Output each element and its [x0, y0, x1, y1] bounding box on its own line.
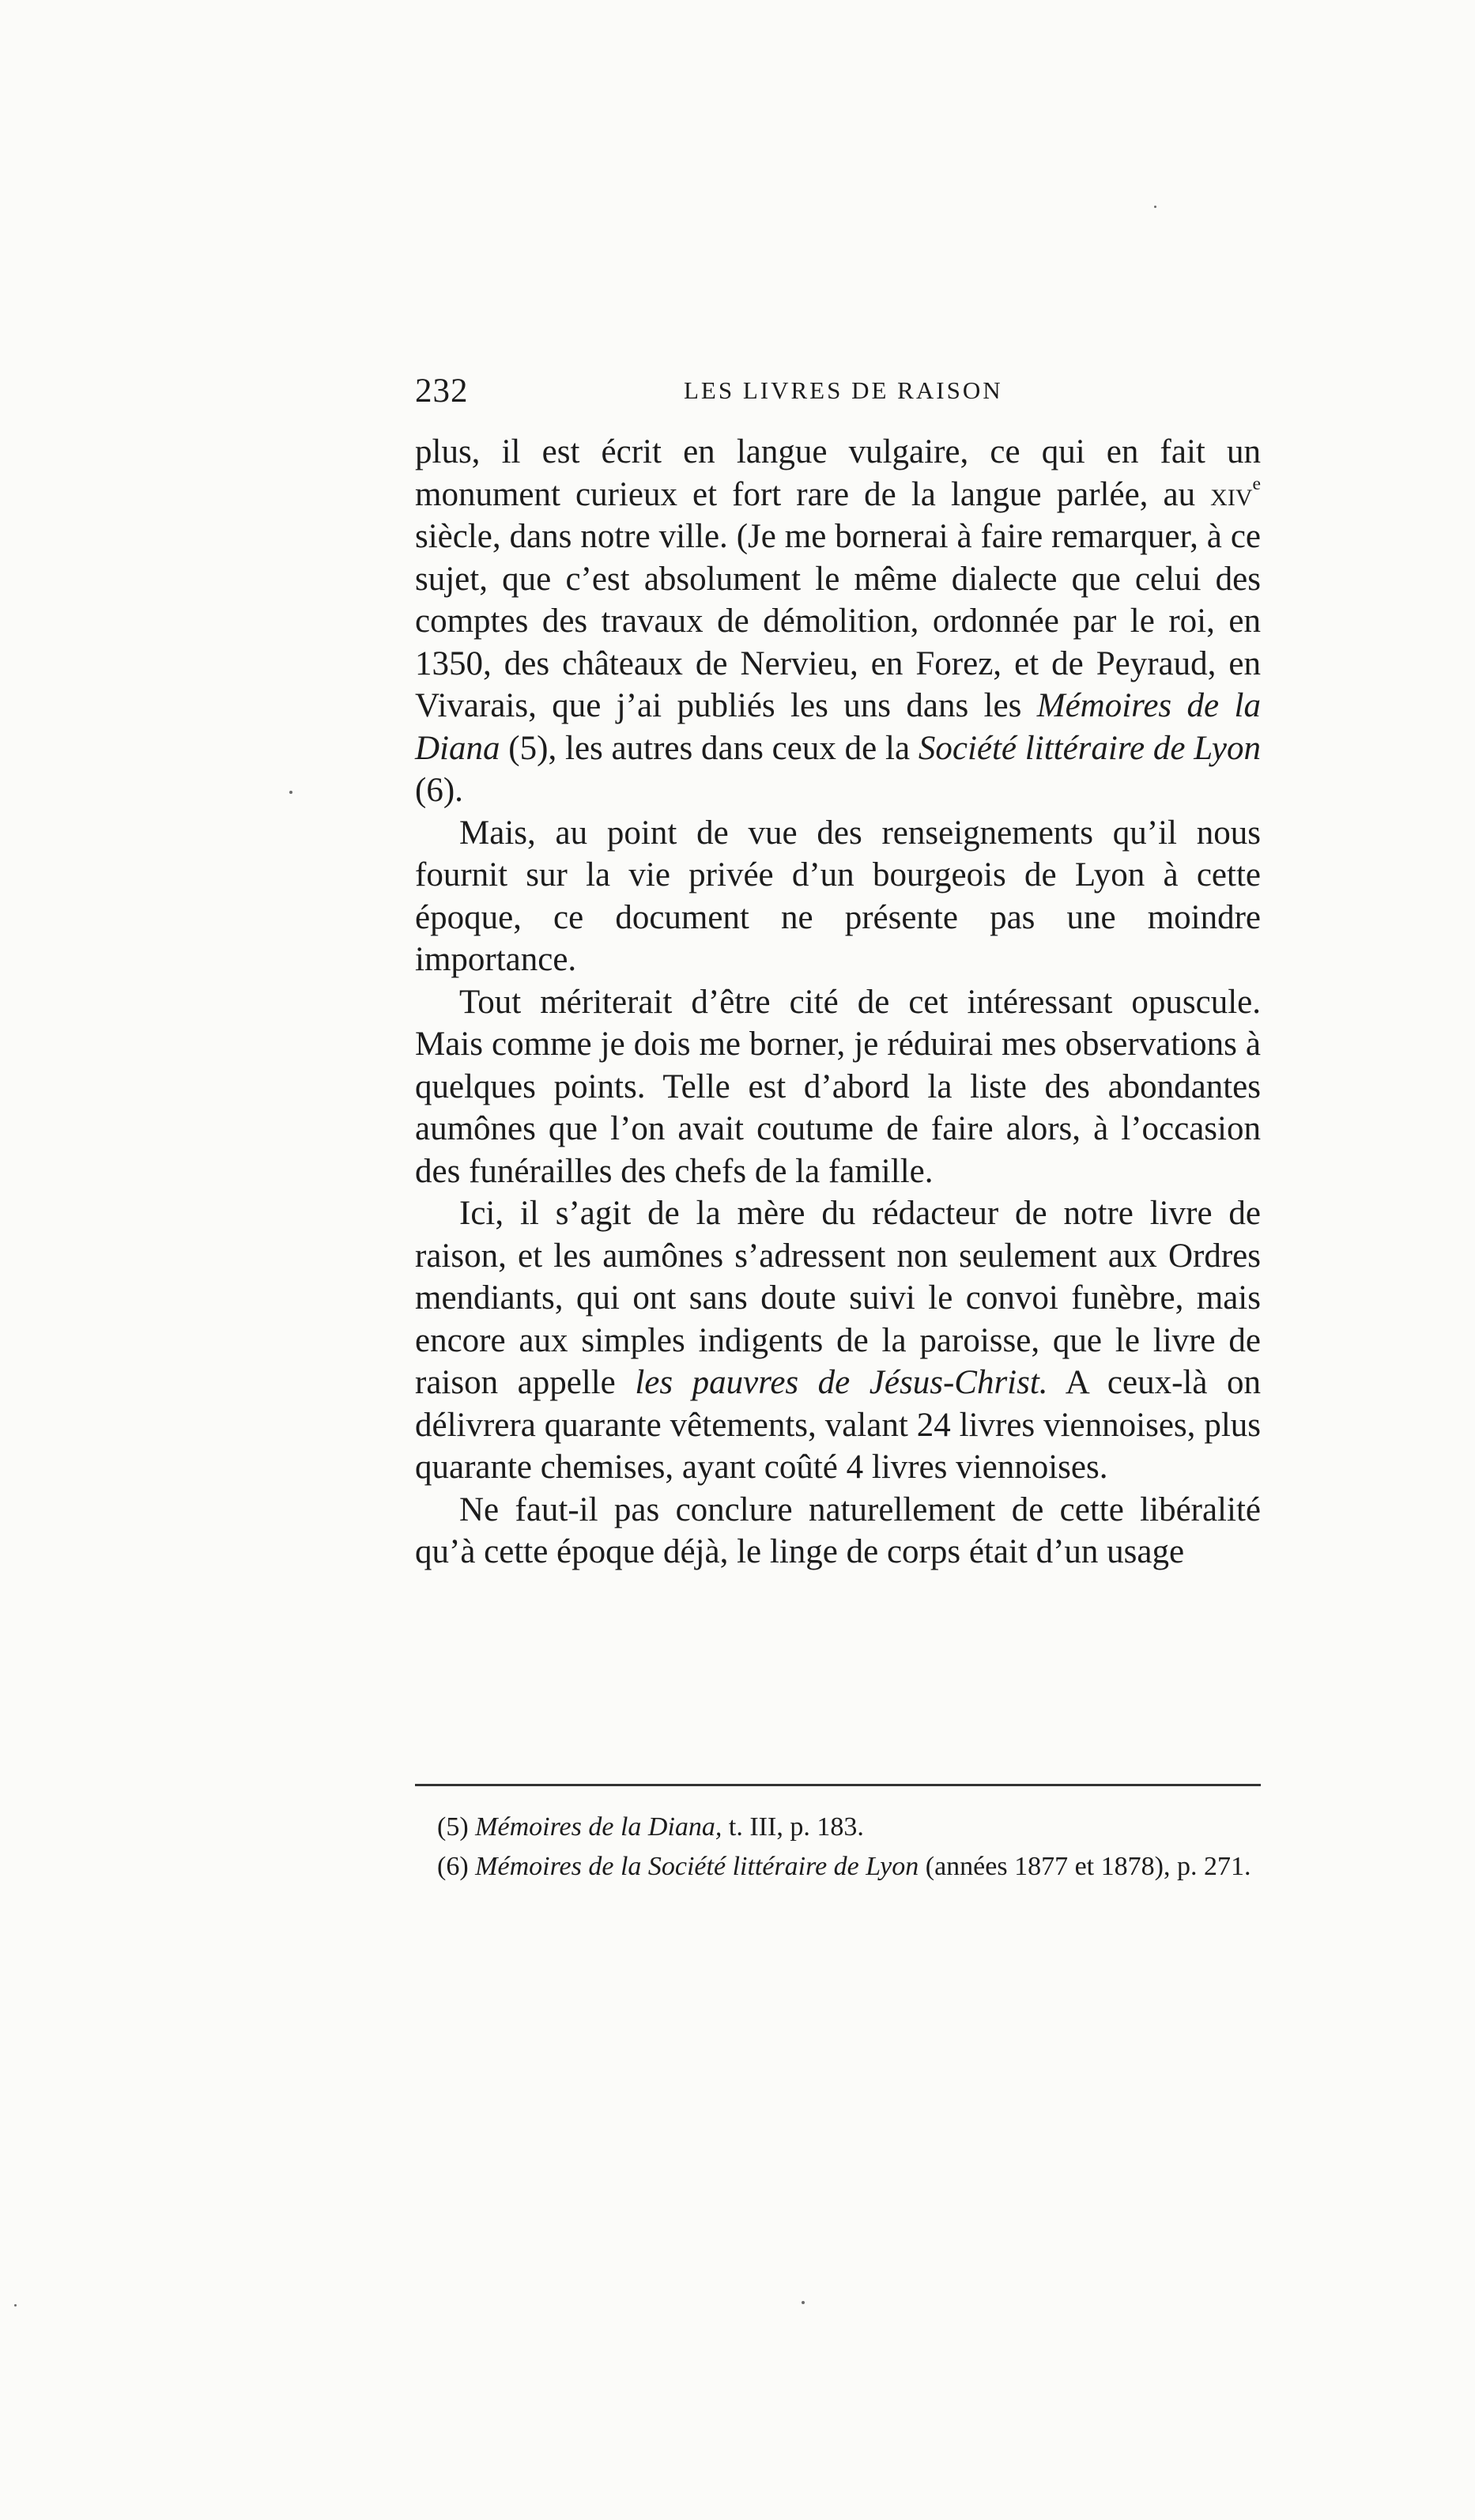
footnote-6: (6) Mémoires de la Société littéraire de Lyon (années 1877 et 1878), p. 271. [437, 1852, 1251, 1881]
paragraph-5: Ne faut-il pas conclure naturellement de cette libéralité qu’à cette époque déjà, le linge de corps était d’un usage [415, 1490, 1261, 1570]
footnote-rule [415, 1784, 1261, 1786]
paragraph-2: Mais, au point de vue des renseignements qu’il nous fournit sur la vie privée d’un bourgeois de Lyon à cette époque, ce document ne présente pas une moindre importance. [415, 814, 1261, 978]
running-title: LES LIVRES DE RAISON [684, 376, 1003, 404]
paragraph-1: plus, il est écrit en langue vulgaire, ce qui en fait un monument curieux et fort rare de la langue parlée, au xiv$^e$ siècle, dans notre ville. (Je me bornerai à faire remarquer, à ce sujet, que c’est absolument le même dialecte que celui des comptes des travaux de démolition, ordonnée par le roi, en 1350, des châteaux de Nervieu, en Forez, et de Peyraud, en Vivarais, que j’ai publiés les uns dans les Mémoires de la Diana (5), les autres dans ceux de la Société littéraire de Lyon (6). [415, 433, 1261, 809]
century-superscript: e [1252, 473, 1261, 494]
century-numeral: xiv [1210, 475, 1253, 513]
paper-speck [1154, 206, 1156, 208]
page-header [415, 372, 1261, 419]
page-number: 232 [415, 372, 469, 410]
paragraph-4: Ici, il s’agit de la mère du rédacteur de notre livre de raison, et les aumônes s’adressent non seulement aux Ordres mendiants, qui ont sans doute suivi le convoi funèbre, mais encore aux simples indigents de la paroisse, que le livre de raison appelle les pauvres de Jésus-Christ. A ceux-là on délivrera quarante vêtements, valant 24 livres viennoises, plus quarante chemises, ayant coûté 4 livres viennoises. [415, 1195, 1261, 1486]
body-text [415, 431, 1261, 1574]
paragraph-3: Tout mériterait d’être cité de cet intéressant opuscule. Mais comme je dois me borner, je réduirai mes observations à quelques points. Telle est d’abord la liste des abondantes aumônes que l’on avait coutume de faire alors, à l’occasion des funérailles des chefs de la famille. [415, 983, 1261, 1190]
paper-speck [289, 791, 292, 794]
paper-speck [14, 2304, 17, 2307]
title-societe-litteraire: Société littéraire de Lyon [918, 729, 1261, 767]
paper-speck [802, 2301, 805, 2304]
footnote-5: (5) Mémoires de la Diana, t. III, p. 183. [437, 1812, 864, 1842]
footnotes [415, 1808, 1261, 1887]
italic-phrase-pauvres: les pauvres de Jésus-Christ. [635, 1364, 1048, 1401]
title-memoires-diana: Mémoires de la Diana [415, 687, 1261, 767]
